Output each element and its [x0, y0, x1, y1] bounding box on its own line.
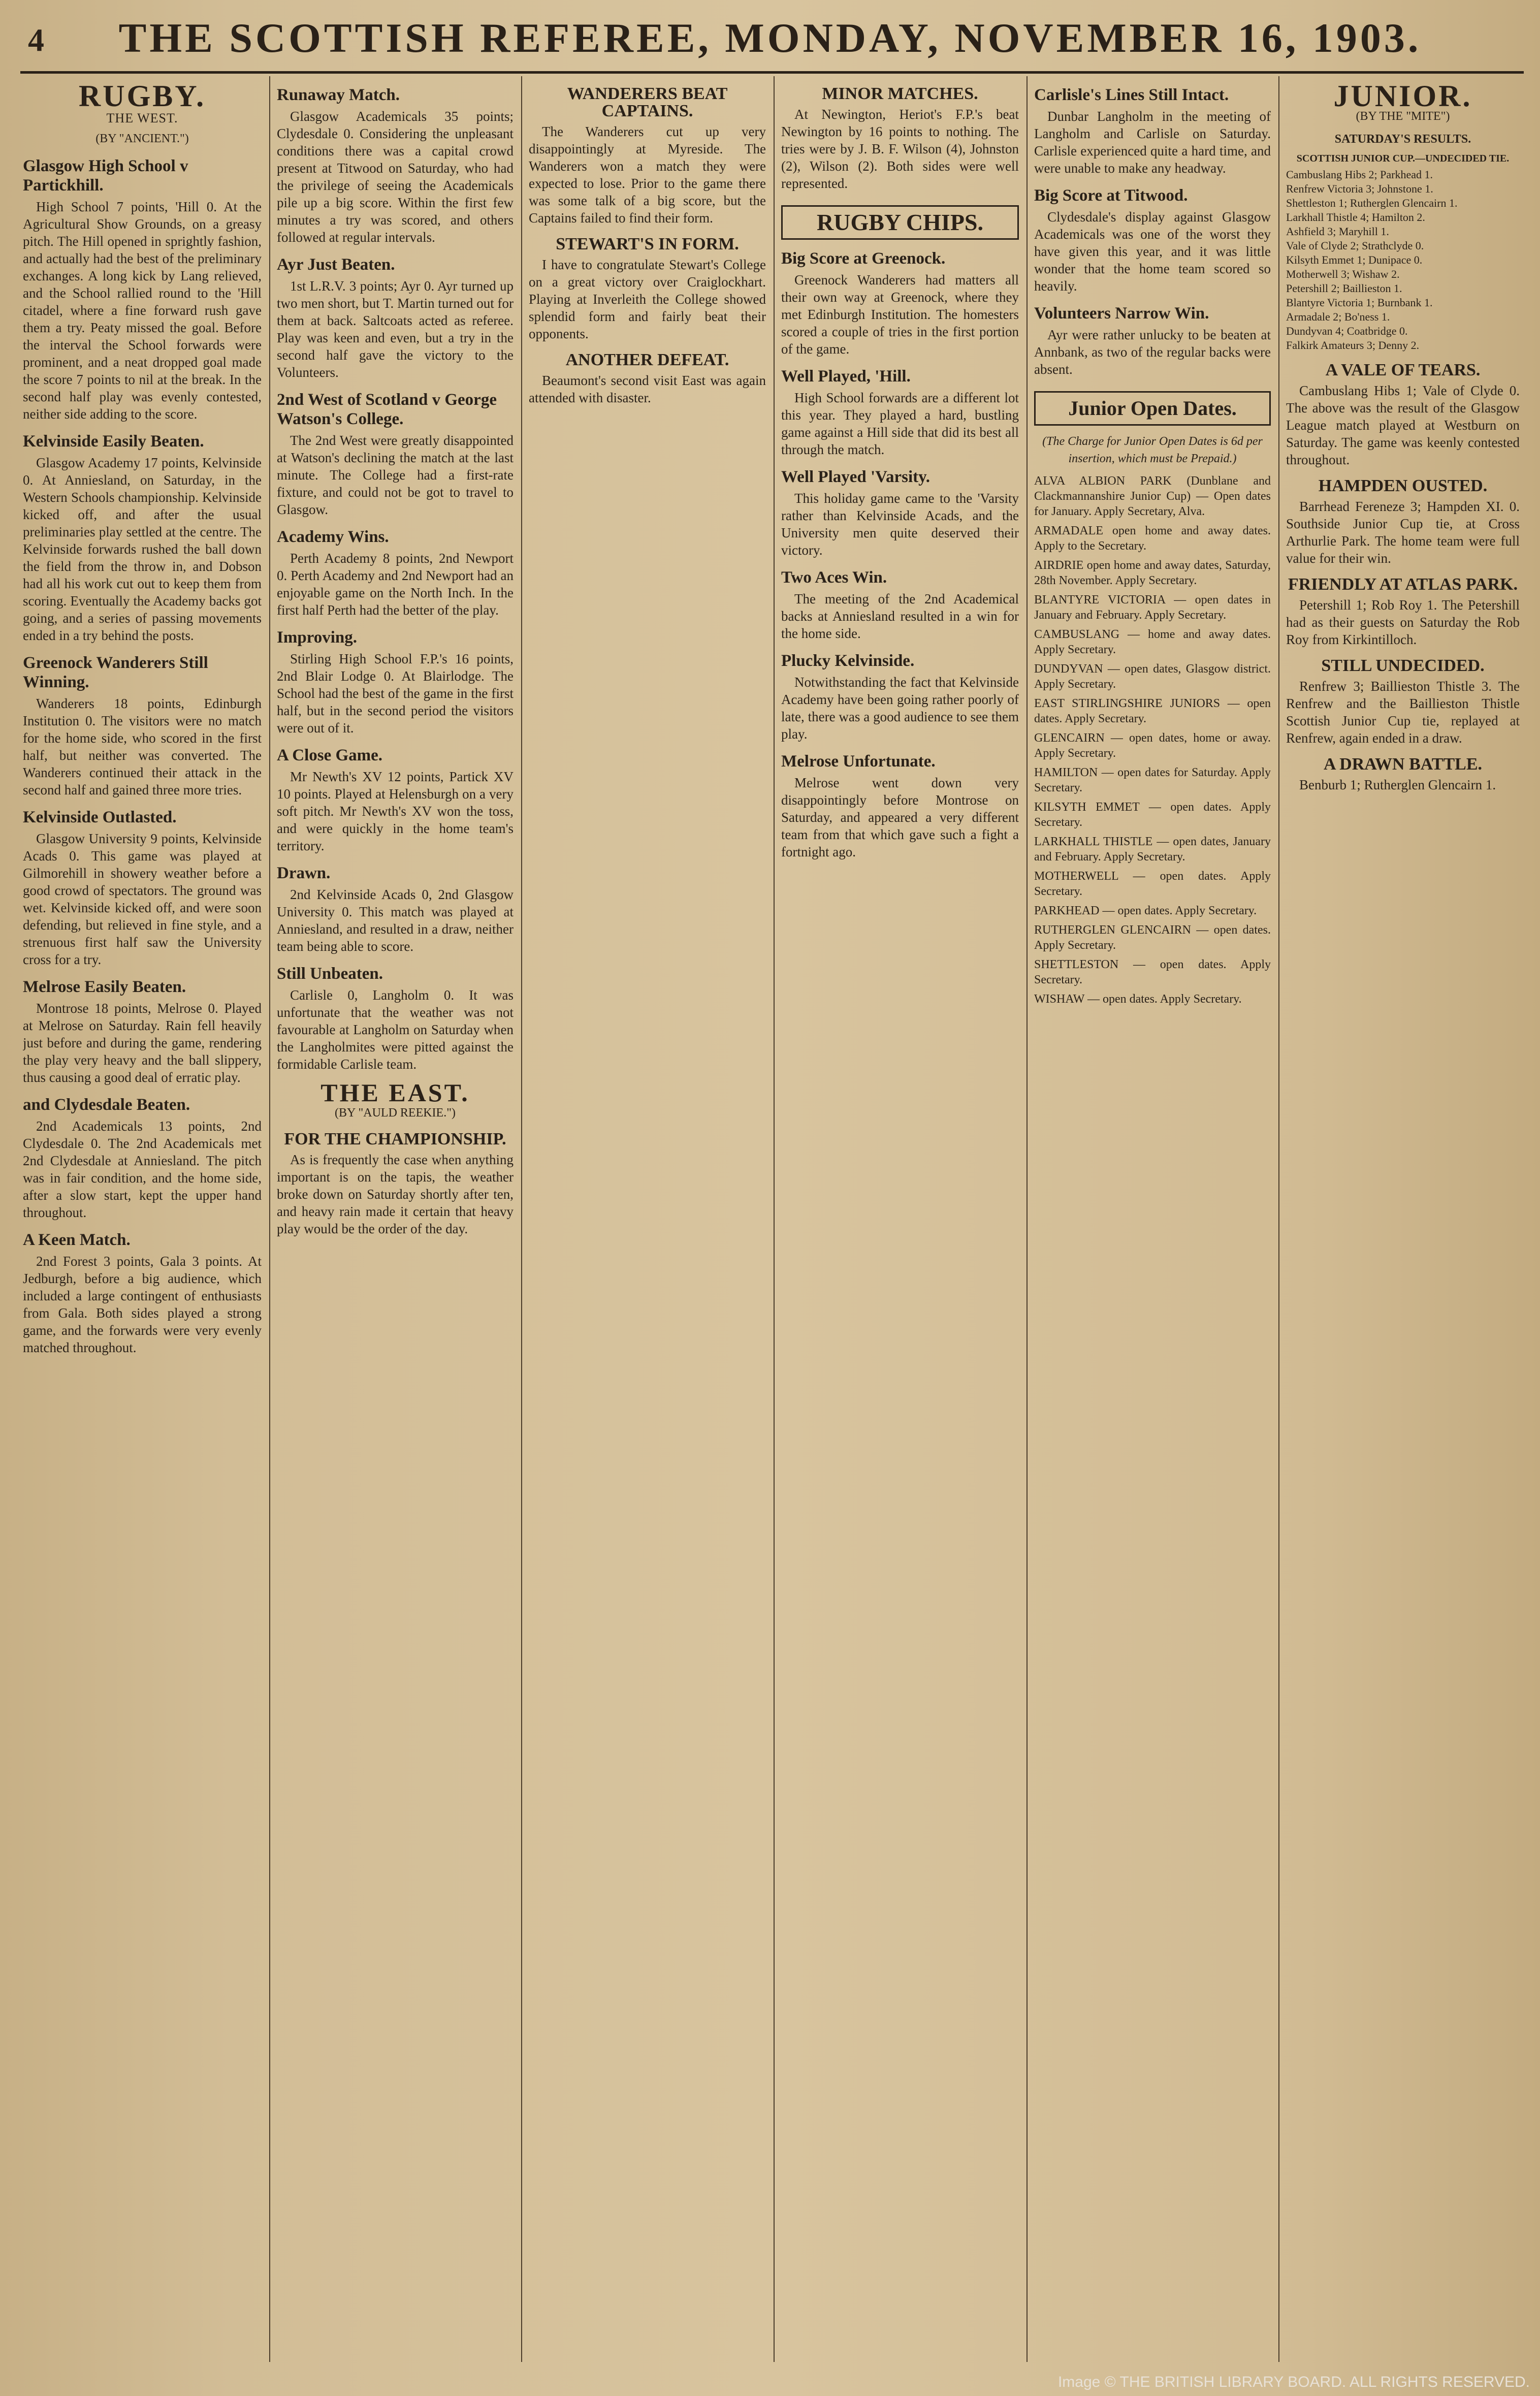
article-heading: A Keen Match.	[23, 1231, 131, 1249]
article-body: Perth Academy 8 points, 2nd Newport 0. Perth Academy and 2nd Newport had an enjoyable game on the North Inch. In the first half Perth had the better of the play.	[277, 551, 514, 618]
result-line: Petershill 2; Baillieston 1.	[1286, 282, 1402, 295]
column-divider	[774, 76, 775, 2362]
column-divider	[521, 76, 522, 2362]
article-body: Stirling High School F.P.'s 16 points, 2nd Blair Lodge 0. At Blairlodge. The School had the best of the game in the first half, but in the second period the visitors were out of it.	[277, 651, 514, 736]
article-body: High School forwards are a different lot this year. They played a hard, bustling game against a Hill side that did its best all through the match.	[781, 390, 1019, 457]
classified-ad: MOTHERWELL — open dates. Apply Secretary.	[1034, 870, 1271, 898]
article-heading: Melrose Unfortunate.	[781, 752, 936, 771]
article-body: 1st L.R.V. 3 points; Ayr 0. Ayr turned up two men short, but T. Martin turned out for them at back. Saltcoats acted as referee. Play was keen and even, but a try in the second half gave the victory to the Volunteers.	[277, 278, 514, 380]
article-heading: STEWART'S IN FORM.	[556, 235, 739, 253]
results-subtitle: SCOTTISH JUNIOR CUP.—UNDECIDED TIE.	[1296, 153, 1510, 164]
classified-ad: CAMBUSLANG — home and away dates. Apply Secretary.	[1034, 628, 1271, 656]
classified-ad: HAMILTON — open dates for Saturday. Apply Secretary.	[1034, 766, 1271, 794]
article-heading: Ayr Just Beaten.	[277, 255, 395, 274]
article-body: The meeting of the 2nd Academical backs at Anniesland resulted in a win for the home side.	[781, 591, 1019, 641]
article-body: Ayr were rather unlucky to be beaten at Annbank, as two of the regular backs were absent.	[1034, 327, 1271, 377]
article-heading: WANDERERS BEAT CAPTAINS.	[567, 84, 728, 120]
result-line: Cambuslang Hibs 2; Parkhead 1.	[1286, 168, 1433, 181]
article-heading: Glasgow High School v Partickhill.	[23, 157, 188, 195]
masthead	[0, 0, 1540, 71]
column-divider	[269, 76, 270, 2362]
article-body: Beaumont's second visit East was again attended with disaster.	[529, 373, 766, 405]
article-heading: Plucky Kelvinside.	[781, 652, 915, 670]
article-body: Melrose went down very disappointingly before Montrose on Saturday, and appeared a very different team from that which gave such a fight a fortnight ago.	[781, 775, 1019, 859]
article-body: Greenock Wanderers had matters all their own way at Greenock, where they met Edinburgh Institution. The homesters scored a couple of tries in the first portion of the game.	[781, 272, 1019, 357]
article-heading: Drawn.	[277, 864, 331, 882]
article-heading: STILL UNDECIDED.	[1321, 656, 1485, 675]
article-heading: Academy Wins.	[277, 528, 389, 546]
classified-ad: ALVA ALBION PARK (Dunblane and Clackmannanshire Junior Cup) — Open dates for January. Apply Secretary, Alva.	[1034, 474, 1271, 518]
classified-ad: BLANTYRE VICTORIA — open dates in January and February. Apply Secretary.	[1034, 593, 1271, 622]
article-body: Petershill 1; Rob Roy 1. The Petershill had as their guests on Saturday the Rob Roy from Kirkintilloch.	[1286, 597, 1520, 647]
article-body: Dunbar Langholm in the meeting of Langholm and Carlisle on Saturday. Carlisle experienced quite a hard time, and were unable to make any headway.	[1034, 109, 1271, 176]
article-body: Glasgow Academicals 35 points; Clydesdale 0. Considering the unpleasant conditions there was a capital crowd present at Titwood on Saturday, who had the privilege of seeing the Academicals pile up a big score. Within the first few minutes a try was scored, and others followed at regular intervals.	[277, 109, 514, 245]
article-heading: Volunteers Narrow Win.	[1034, 304, 1209, 323]
article-body: Benburb 1; Rutherglen Glencairn 1.	[1299, 777, 1496, 792]
results-title: SATURDAY'S RESULTS.	[1334, 133, 1471, 146]
article-heading: Kelvinside Easily Beaten.	[23, 432, 204, 451]
column-6	[1286, 76, 1520, 2362]
article-body: The Wanderers cut up very disappointingly at Myreside. The Wanderers won a match they were expected to lose. Prior to the game there was some talk of a big score, but the Captains failed to find their form.	[529, 124, 766, 226]
article-heading: Well Played 'Varsity.	[781, 468, 931, 486]
column-divider	[1278, 76, 1279, 2362]
copyright-notice: Image © THE BRITISH LIBRARY BOARD. ALL RIGHTS RESERVED.	[1057, 2374, 1530, 2390]
result-line: Shettleston 1; Rutherglen Glencairn 1.	[1286, 197, 1458, 209]
page-title: THE SCOTTISH REFEREE, MONDAY, NOVEMBER 16, 1903.	[118, 15, 1422, 61]
article-body: Glasgow Academy 17 points, Kelvinside 0. At Anniesland, on Saturday, in the Western Schools championship. Kelvinside kicked off, and after the usual preliminaries play settled at the centre. The Kelvinside forwards rushed the ball down the field from the throw in, and Dobson had all his work cut out to keep them from scoring. Eventually the Academy backs got going, and a series of passing movements ended in a try behind the posts.	[23, 455, 262, 643]
section-title-the-east: THE EAST.	[320, 1078, 470, 1107]
column-divider	[1026, 76, 1028, 2362]
article-heading: Kelvinside Outlasted.	[23, 808, 177, 826]
open-dates-note: (The Charge for Junior Open Dates is 6d per insertion, which must be Prepaid.)	[1042, 435, 1263, 465]
article-body: The 2nd West were greatly disappointed at Watson's declining the match at the last minute. The College had a first-rate fixture, and could not be got to travel to Glasgow.	[277, 433, 514, 517]
article-heading: Greenock Wanderers Still Winning.	[23, 654, 208, 691]
article-heading: Carlisle's Lines Still Intact.	[1034, 86, 1229, 104]
article-body: Renfrew 3; Baillieston Thistle 3. The Renfrew and the Baillieston Thistle Scottish Junior Cup tie, replayed at Renfrew, again ended in a draw.	[1286, 679, 1520, 746]
article-body: 2nd Academicals 13 points, 2nd Clydesdale 0. The 2nd Academicals met 2nd Clydesdale at Anniesland. The pitch was in fair condition, and the home side, after a slow start, kept the upper hand throughout.	[23, 1119, 262, 1220]
result-line: Falkirk Amateurs 3; Denny 2.	[1286, 339, 1420, 352]
article-body: Mr Newth's XV 12 points, Partick XV 10 points. Played at Helensburgh on a very soft pitch. Mr Newth's XV won the toss, and were quickly in the home team's territory.	[277, 769, 514, 853]
classified-ad: GLENCAIRN — open dates, home or away. Apply Secretary.	[1034, 731, 1271, 760]
classified-ad: WISHAW — open dates. Apply Secretary.	[1034, 993, 1242, 1006]
column-4	[781, 76, 1019, 2362]
article-heading: and Clydesdale Beaten.	[23, 1096, 190, 1114]
masthead-rule	[20, 71, 1524, 74]
article-heading: 2nd West of Scotland v George Watson's College.	[277, 391, 497, 428]
article-body: Wanderers 18 points, Edinburgh Institution 0. The visitors were no match for the home side, who scored in the first half, but neither was converted. The Wanderers continued their attack in the second half and gained three more tries.	[23, 696, 262, 797]
section-title-junior: JUNIOR.	[1333, 79, 1472, 113]
article-heading: A Close Game.	[277, 746, 383, 764]
article-heading: HAMPDEN OUSTED.	[1318, 476, 1488, 495]
article-body: This holiday game came to the 'Varsity rather than Kelvinside Acads, and the University men quite deserved their victory.	[781, 491, 1019, 558]
article-heading: Two Aces Win.	[781, 568, 887, 587]
article-body: Cambuslang Hibs 1; Vale of Clyde 0. The above was the result of the Glasgow League match played at Westburn on Saturday. The game was keenly contested throughout.	[1286, 383, 1520, 467]
page-number: 4	[28, 22, 44, 58]
article-body: I have to congratulate Stewart's College on a great victory over Craiglockhart. Playing at Inverleith the College showed splendid form and fairly beat their opponents.	[529, 257, 766, 341]
article-body: Glasgow University 9 points, Kelvinside Acads 0. This game was played at Gilmorehill in showery weather before a good crowd of spectators. The ground was wet. Kelvinside kicked off, and were soon defending, but relieved in fine style, and a strenuous first half saw the University cross for a try.	[23, 831, 262, 967]
column-1	[23, 76, 262, 2362]
article-body: 2nd Forest 3 points, Gala 3 points. At Jedburgh, before a big audience, which included a large contingent of enthusiasts from Gala. Both sides played a strong game, and the forwards were very evenly matched throughout.	[23, 1254, 262, 1355]
result-line: Blantyre Victoria 1; Burnbank 1.	[1286, 296, 1433, 309]
classified-ad: PARKHEAD — open dates. Apply Secretary.	[1034, 904, 1257, 917]
article-heading: Big Score at Titwood.	[1034, 186, 1188, 205]
article-body: Notwithstanding the fact that Kelvinside Academy have been going rather poorly of late, there was a good audience to see them play.	[781, 675, 1019, 742]
classified-ad: RUTHERGLEN GLENCAIRN — open dates. Apply Secretary.	[1034, 923, 1271, 952]
classified-ad: DUNDYVAN — open dates, Glasgow district. Apply Secretary.	[1034, 662, 1271, 691]
article-body: Clydesdale's display against Glasgow Academicals was one of the worst they have given this year, and it was little wonder that the home team scored so heavily.	[1034, 209, 1271, 294]
classified-ad: KILSYTH EMMET — open dates. Apply Secretary.	[1034, 801, 1271, 829]
classified-ad: ARMADALE open home and away dates. Apply to the Secretary.	[1034, 524, 1271, 553]
article-body: High School 7 points, 'Hill 0. At the Agricultural Show Grounds, on a greasy pitch. The Hill opened in sprightly fashion, and actually had the best of the preliminary exchanges. A long kick by Lang relieved, and the School rallied round to the 'Hill citadel, where a fine forward rush gave them a try. Peaty missed the goal. Before the interval the School forwards were prominent, and a neat dropped goal made the score 7 points to nil at the break. In the second half play was evenly contested, neither side adding to the score.	[23, 199, 262, 422]
junior-open-dates-box: Junior Open Dates.	[1034, 391, 1271, 426]
article-heading: ANOTHER DEFEAT.	[565, 350, 729, 369]
article-body: 2nd Kelvinside Acads 0, 2nd Glasgow University 0. This match was played at Anniesland, and resulted in a draw, neither team being able to score.	[277, 887, 514, 954]
result-line: Larkhall Thistle 4; Hamilton 2.	[1286, 211, 1425, 223]
article-heading: Melrose Easily Beaten.	[23, 978, 186, 996]
result-line: Dundyvan 4; Coatbridge 0.	[1286, 325, 1408, 337]
subhead-the-west: THE WEST.	[106, 111, 178, 125]
article-heading: Well Played, 'Hill.	[781, 367, 911, 386]
byline: (BY "AULD REEKIE.")	[335, 1106, 456, 1120]
byline: (BY THE "MITE")	[1356, 110, 1450, 123]
article-body: As is frequently the case when anything important is on the tapis, the weather broke down on Saturday shortly after ten, and heavy rain made it certain that heavy play would be the order of the day.	[277, 1152, 514, 1236]
result-line: Ashfield 3; Maryhill 1.	[1286, 225, 1389, 238]
article-heading: Improving.	[277, 628, 358, 647]
result-line: Armadale 2; Bo'ness 1.	[1286, 310, 1390, 323]
byline: (BY "ANCIENT.")	[95, 132, 189, 145]
article-heading: MINOR MATCHES.	[822, 84, 978, 103]
classified-ad: EAST STIRLINGSHIRE JUNIORS — open dates. Apply Secretary.	[1034, 697, 1271, 725]
article-heading: FOR THE CHAMPIONSHIP.	[284, 1130, 506, 1148]
article-heading: Runaway Match.	[277, 86, 400, 104]
result-line: Motherwell 3; Wishaw 2.	[1286, 268, 1400, 280]
classified-ad: SHETTLESTON — open dates. Apply Secretary.	[1034, 958, 1271, 986]
article-body: Barrhead Fereneze 3; Hampden XI. 0. Southside Junior Cup tie, at Cross Arthurlie Park. The home team were full value for their win.	[1286, 499, 1520, 566]
section-title-rugby: RUGBY.	[78, 79, 206, 113]
article-heading: A VALE OF TEARS.	[1325, 361, 1481, 379]
column-3	[529, 76, 766, 2362]
article-body: Carlisle 0, Langholm 0. It was unfortunate that the weather was not favourable at Langholm on Saturday when the Langholmites were pitted against the formidable Carlisle team.	[277, 987, 514, 1072]
result-line: Renfrew Victoria 3; Johnstone 1.	[1286, 182, 1433, 195]
article-body: At Newington, Heriot's F.P.'s beat Newington by 16 points to nothing. The tries were by J. B. F. Wilson (4), Johnston (2), Wilson (2). Both sides were well represented.	[781, 107, 1019, 191]
classified-ad: AIRDRIE open home and away dates, Saturday, 28th November. Apply Secretary.	[1034, 559, 1271, 587]
article-heading: Big Score at Greenock.	[781, 249, 946, 268]
column-2	[277, 76, 514, 2362]
article-heading: A DRAWN BATTLE.	[1323, 755, 1483, 774]
article-heading: Still Unbeaten.	[277, 965, 383, 983]
article-body: Montrose 18 points, Melrose 0. Played at Melrose on Saturday. Rain fell heavily just before and during the game, rendering the play very heavy and the ball slippery, thus causing a good deal of erratic play.	[23, 1001, 262, 1085]
section-title-rugby-chips: RUGBY CHIPS.	[781, 205, 1019, 240]
result-line: Kilsyth Emmet 1; Dunipace 0.	[1286, 253, 1423, 266]
article-heading: FRIENDLY AT ATLAS PARK.	[1288, 575, 1518, 594]
result-line: Vale of Clyde 2; Strathclyde 0.	[1286, 239, 1424, 252]
classified-ad: LARKHALL THISTLE — open dates, January and February. Apply Secretary.	[1034, 835, 1271, 864]
column-5	[1034, 76, 1271, 2362]
